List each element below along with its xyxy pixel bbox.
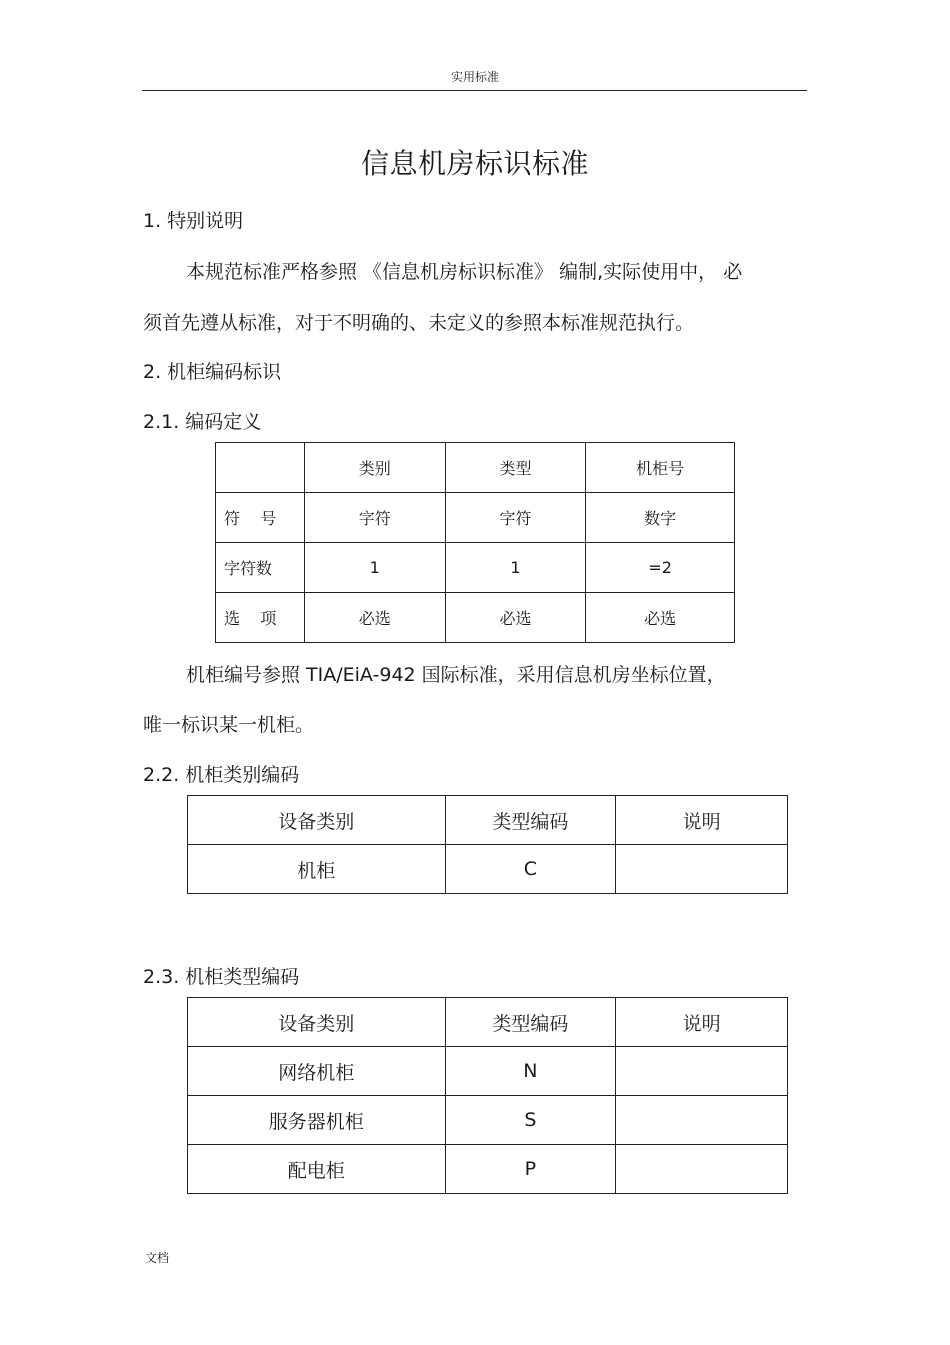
table-cell: 字符 bbox=[304, 493, 445, 543]
table-row bbox=[216, 593, 735, 643]
row-header-cell: 字符数 bbox=[216, 543, 305, 593]
page-footer: 文档 bbox=[145, 1251, 170, 1265]
row-header-cell: 选 项 bbox=[216, 593, 305, 643]
cabinet-category-table bbox=[187, 795, 788, 894]
table-cell: 1 bbox=[445, 543, 586, 593]
table-header-row bbox=[216, 443, 735, 493]
table-cell bbox=[616, 1145, 788, 1194]
table-cell: =2 bbox=[586, 543, 735, 593]
table-cell bbox=[216, 443, 305, 493]
table-header-cell: 机柜号 bbox=[586, 443, 735, 493]
table-cell bbox=[616, 1096, 788, 1145]
table-header-cell: 说明 bbox=[616, 998, 788, 1047]
section-2-1-heading: 2.1. 编码定义 bbox=[143, 411, 262, 433]
code-definition-table bbox=[215, 442, 735, 643]
table-cell: 必选 bbox=[445, 593, 586, 643]
table-row bbox=[188, 1047, 788, 1096]
section-2-heading: 2. 机柜编码标识 bbox=[143, 361, 282, 383]
table-header-cell: 设备类别 bbox=[188, 998, 446, 1047]
row-header-cell: 符 号 bbox=[216, 493, 305, 543]
table-cell bbox=[616, 845, 788, 894]
table-header-cell: 类型编码 bbox=[445, 796, 616, 845]
table-cell: 配电柜 bbox=[188, 1145, 446, 1194]
section-1-paragraph-line-1: 本规范标准严格参照 《信息机房标识标准》 编制,实际使用中， 必 bbox=[186, 261, 743, 283]
table-cell: P bbox=[445, 1145, 616, 1194]
section-2-3-heading: 2.3. 机柜类型编码 bbox=[143, 966, 300, 988]
table-row bbox=[216, 493, 735, 543]
table-header-cell: 类型编码 bbox=[445, 998, 616, 1047]
table-cell: N bbox=[445, 1047, 616, 1096]
header-divider bbox=[142, 90, 807, 91]
document-title: 信息机房标识标准 bbox=[360, 147, 589, 180]
table-row bbox=[188, 1096, 788, 1145]
table-cell: 1 bbox=[304, 543, 445, 593]
table-cell: S bbox=[445, 1096, 616, 1145]
section-2-2-heading: 2.2. 机柜类别编码 bbox=[143, 764, 300, 786]
table-cell: 服务器机柜 bbox=[188, 1096, 446, 1145]
table-row bbox=[188, 845, 788, 894]
section-1-heading: 1. 特别说明 bbox=[143, 210, 244, 232]
table-cell: 字符 bbox=[445, 493, 586, 543]
table-cell: 网络机柜 bbox=[188, 1047, 446, 1096]
section-2-1-note-line-2: 唯一标识某一机柜。 bbox=[143, 714, 315, 736]
table-cell: 机柜 bbox=[188, 845, 446, 894]
table-header-cell: 说明 bbox=[616, 796, 788, 845]
table-cell bbox=[616, 1047, 788, 1096]
cabinet-type-table bbox=[187, 997, 788, 1194]
table-row bbox=[188, 1145, 788, 1194]
table-header-row bbox=[188, 796, 788, 845]
table-cell: 数字 bbox=[586, 493, 735, 543]
table-header-cell: 设备类别 bbox=[188, 796, 446, 845]
table-header-row bbox=[188, 998, 788, 1047]
page-header: 实用标准 bbox=[450, 70, 499, 84]
table-cell: 必选 bbox=[304, 593, 445, 643]
table-row bbox=[216, 543, 735, 593]
table-cell: 必选 bbox=[586, 593, 735, 643]
table-cell: C bbox=[445, 845, 616, 894]
section-2-1-note-line-1: 机柜编号参照 TIA/EiA-942 国际标准，采用信息机房坐标位置， bbox=[186, 664, 726, 686]
table-header-cell: 类型 bbox=[445, 443, 586, 493]
section-1-paragraph-line-2: 须首先遵从标准，对于不明确的、未定义的参照本标准规范执行。 bbox=[143, 312, 695, 334]
table-header-cell: 类别 bbox=[304, 443, 445, 493]
